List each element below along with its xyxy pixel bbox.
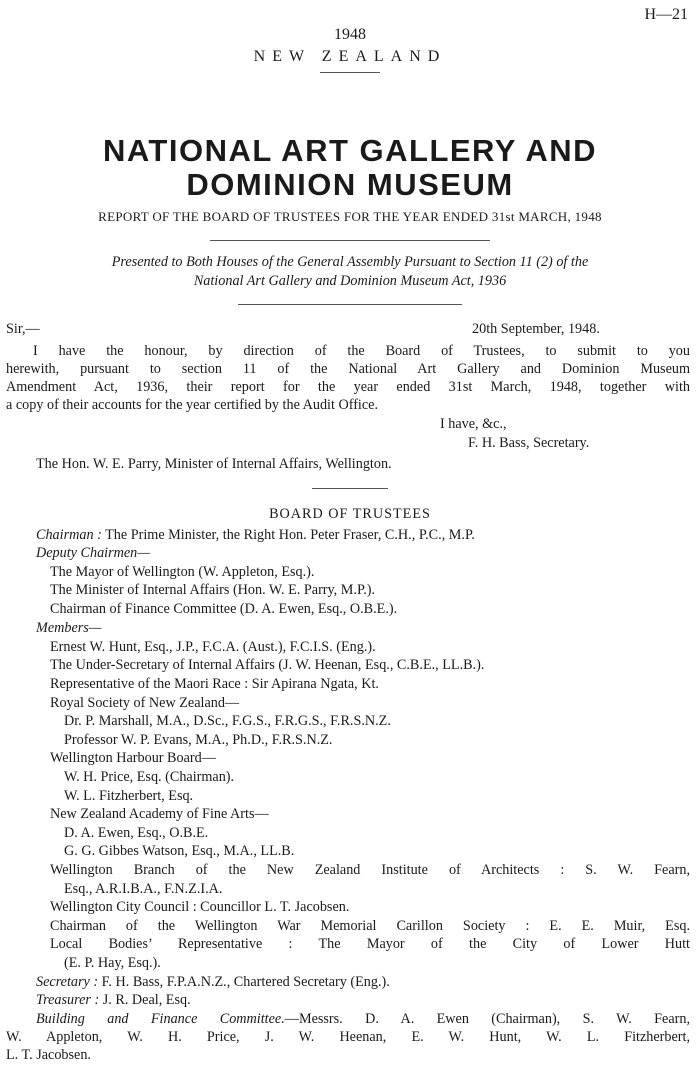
letter-body-line: herewith, pursuant to section 11 of the National Art Gallery and Dominion Museum <box>6 361 690 377</box>
divider-rule <box>238 304 462 305</box>
letter-body-line: I have the honour, by direction of the Board of Trustees, to submit to you <box>33 343 690 359</box>
deputy-item: The Mayor of Wellington (W. Appleton, Esq.). <box>50 564 315 580</box>
chairman-label: Chairman : <box>36 527 102 543</box>
member-item: The Under-Secretary of Internal Affairs (J. W. Heenan, Esq., C.B.E., LL.B.). <box>50 657 485 673</box>
member-item: Chairman of the Wellington War Memorial Carillon Society : E. E. Muir, Esq. <box>50 918 690 934</box>
title-line-2: DOMINION MUSEUM <box>186 167 514 202</box>
member-item: D. A. Ewen, Esq., O.B.E. <box>64 825 209 841</box>
treasurer-text: J. R. Deal, Esq. <box>99 992 191 1008</box>
member-item: Wellington City Council : Councillor L. T. Jacobsen. <box>50 899 350 915</box>
secretary-entry <box>36 974 390 991</box>
member-item: Dr. P. Marshall, M.A., D.Sc., F.G.S., F.R.G.S., F.R.S.N.Z. <box>64 713 391 729</box>
letter-body-line: Amendment Act, 1936, their report for the year ended 31st March, 1948, together with <box>6 379 690 395</box>
member-item: Ernest W. Hunt, Esq., J.P., F.C.A. (Aust.), F.C.I.S. (Eng.). <box>50 639 376 655</box>
divider-rule <box>320 72 380 73</box>
member-item: Royal Society of New Zealand— <box>50 695 240 711</box>
member-item: Wellington Harbour Board— <box>50 750 216 766</box>
members-label: Members— <box>36 620 102 636</box>
member-item: W. H. Price, Esq. (Chairman). <box>64 769 235 785</box>
deputy-item: Chairman of Finance Committee (D. A. Ewen, Esq., O.B.E.). <box>50 601 398 617</box>
member-item: Local Bodies’ Representative : The Mayor of the City of Lower Hutt <box>50 936 690 952</box>
chairman-entry <box>36 527 475 544</box>
building-committee-label: Building and Finance Committee. <box>36 1011 285 1027</box>
secretary-label: Secretary : <box>36 974 99 990</box>
building-committee-line: W. Appleton, W. H. Price, J. W. Heenan, E. W. Hunt, W. L. Fitzherbert, <box>6 1029 690 1045</box>
member-item: Esq., A.R.I.B.A., F.N.Z.I.A. <box>64 881 223 897</box>
treasurer-entry <box>36 992 191 1009</box>
building-committee-text: —Messrs. D. A. Ewen (Chairman), S. W. Fearn, <box>284 1011 690 1027</box>
deputy-chairmen-label: Deputy Chairmen— <box>36 545 150 561</box>
board-heading: BOARD OF TRUSTEES <box>269 506 431 522</box>
treasurer-label: Treasurer : <box>36 992 100 1008</box>
letter-date: 20th September, 1948. <box>472 321 600 337</box>
member-item: Representative of the Maori Race : Sir Apirana Ngata, Kt. <box>50 676 379 692</box>
deputy-item: The Minister of Internal Affairs (Hon. W. E. Parry, M.P.). <box>50 582 376 598</box>
building-committee-line <box>36 1011 690 1028</box>
chairman-text: The Prime Minister, the Right Hon. Peter Fraser, C.H., P.C., M.P. <box>101 527 475 543</box>
letter-salutation: Sir,— <box>6 321 40 337</box>
member-item: W. L. Fitzherbert, Esq. <box>64 788 194 804</box>
report-subtitle: REPORT OF THE BOARD OF TRUSTEES FOR THE YEAR ENDED 31st MARCH, 1948 <box>98 209 602 224</box>
presented-line-2: National Art Gallery and Dominion Museum Act, 1936 <box>193 273 507 289</box>
divider-rule <box>210 240 490 241</box>
member-item: Professor W. P. Evans, M.A., Ph.D., F.R.S.N.Z. <box>64 732 333 748</box>
member-item: Wellington Branch of the New Zealand Institute of Architects : S. W. Fearn, <box>50 862 690 878</box>
member-item: (E. P. Hay, Esq.). <box>64 955 161 971</box>
title-line-1: NATIONAL ART GALLERY AND <box>102 133 598 168</box>
letter-addressee: The Hon. W. E. Parry, Minister of Internal Affairs, Wellington. <box>36 456 392 472</box>
member-item: New Zealand Academy of Fine Arts— <box>50 806 269 822</box>
letter-signature: F. H. Bass, Secretary. <box>468 435 590 451</box>
letter-closing: I have, &c., <box>440 416 507 432</box>
page-identifier: H—21 <box>644 6 688 23</box>
member-item: G. G. Gibbes Watson, Esq., M.A., LL.B. <box>64 843 295 859</box>
secretary-text: F. H. Bass, F.P.A.N.Z., Chartered Secretary (Eng.). <box>98 974 390 990</box>
country-heading: NEW ZEALAND <box>253 48 447 65</box>
building-committee-line: L. T. Jacobsen. <box>6 1047 91 1063</box>
letter-body-line: a copy of their accounts for the year certified by the Audit Office. <box>6 397 379 413</box>
presented-line-1: Presented to Both Houses of the General Assembly Pursuant to Section 11 (2) of the <box>111 254 589 270</box>
report-year: 1948 <box>334 26 366 43</box>
divider-rule <box>312 488 388 489</box>
